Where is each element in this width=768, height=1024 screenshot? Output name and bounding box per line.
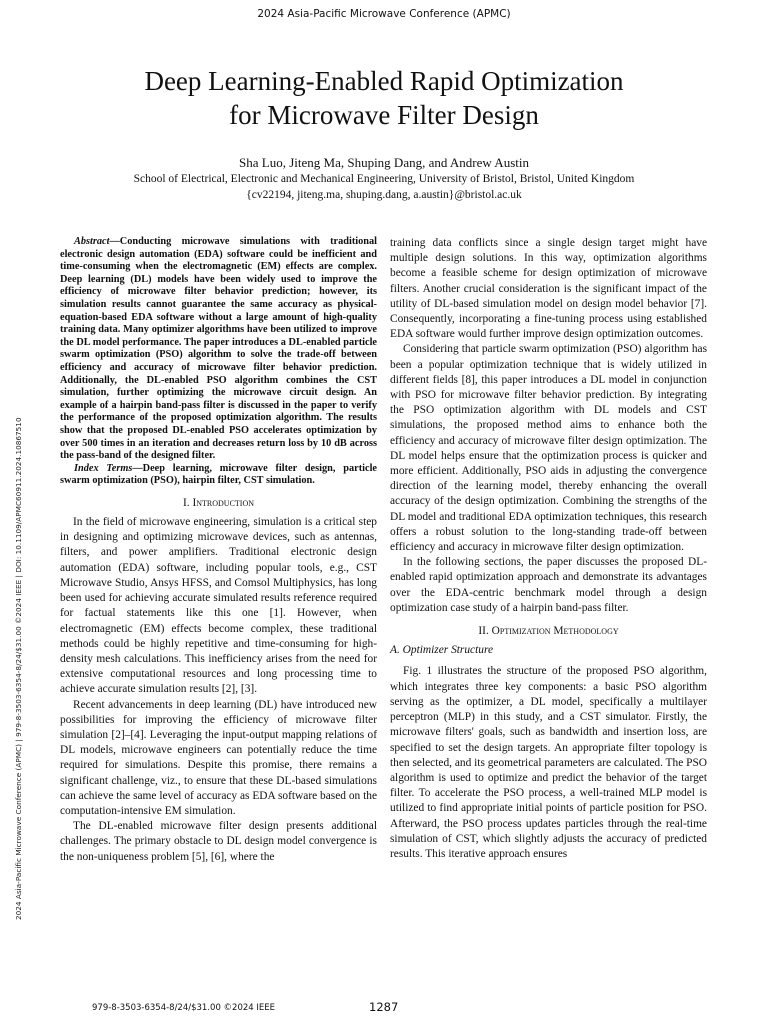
right-column xyxy=(390,236,707,862)
right-paragraph-2: Considering that particle swarm optimization (PSO) algorithm has been a popular optimization technique that is widely utilized in different fields [8], this paper introduces a DL model in conjunction with PSO for microwave filter behavior prediction. By integrating the PSO optimization algorithm with DL models and CST simulations, the proposed method aims to enhance both the efficiency and accuracy of microwave filter design optimization. The DL model helps ensure that the optimization process is quicker and more efficient. Additionally, PSO aids in adjusting the convergence direction of the learning model, thereby enhancing the overall accuracy of the design optimization. Combining the strengths of the DL model and traditional EDA optimization techniques, this research offers a robust solution to the long-standing trade-off between efficiency and accuracy in microwave filter design optimization. xyxy=(390,343,707,554)
paper-title xyxy=(60,64,708,132)
side-doi-text: 2024 Asia-Pacific Microwave Conference (APMC) | 979-8-3503-6354-8/24/$31.00 ©2024 IEEE | DOI: 10.1109/APMC60911.2024.10867510 xyxy=(14,417,23,920)
intro-paragraph-1: In the field of microwave engineering, simulation is a critical step in designing and optimizing microwave devices, such as antennas, filters, and power amplifiers. Traditional electronic design automation (EDA) software, including popular tools, e.g., CST Microwave Studio, Ansys HFSS, and Comsol Multiphysics, has long been used for achieving accurate simulated results reference required for factual statements like this one [1]. However, when electromagnetic (EM) effects become complex, these traditional methods could be highly repetitive and time-consuming for high-density mesh calculations. This inefficiency arises from the need for extensive computational resources and long processing time to achieve accurate simulation results [2], [3]. xyxy=(60,516,377,696)
abstract-lead: Abstract xyxy=(74,236,110,247)
author-emails: {cv22194, jiteng.ma, shuping.dang, a.austin}@bristol.ac.uk xyxy=(246,189,522,201)
section-heading-introduction: I. Introduction xyxy=(182,496,255,509)
section-heading-methodology: II. Optimization Methodology xyxy=(478,625,619,638)
affiliation: School of Electrical, Electronic and Mechanical Engineering, University of Bristol, Bristol, United Kingdom xyxy=(133,173,635,185)
abstract xyxy=(60,236,377,463)
intro-paragraph-3: The DL-enabled microwave filter design presents additional challenges. The primary obstacle to DL design model convergence is the non-uniqueness problem [5], [6], where the xyxy=(60,820,377,863)
index-terms-lead: Index Terms xyxy=(74,462,133,474)
page-number: 1287 xyxy=(369,1000,399,1014)
conference-header: 2024 Asia-Pacific Microwave Conference (APMC) xyxy=(257,8,511,20)
title-line-1: Deep Learning-Enabled Rapid Optimization xyxy=(144,66,624,96)
index-terms xyxy=(60,463,377,488)
index-terms-text: —Deep learning, microwave filter design, particle swarm optimization (PSO), hairpin filter, CST simulation. xyxy=(60,462,377,487)
intro-paragraph-2: Recent advancements in deep learning (DL) have introduced new possibilities for improving the efficiency of microwave filter simulation [2]–[4]. Leveraging the input-output mapping relations of DL models, microwave engineers can potentially reduce the time required for simulations. Despite this promise, there remains a significant challenge, viz., to ensure that these DL-based simulations can achieve the same level of accuracy as EDA software based on the computation-intensive EM simulation. xyxy=(60,698,377,817)
title-line-2: for Microwave Filter Design xyxy=(229,100,539,130)
abstract-text: —Conducting microwave simulations with traditional electronic design automation (EDA) software could be inefficient and time-consuming when the electromagnetic (EM) effects are complex. Deep learning (DL) models have been widely used to improve the efficiency of microwave filter behavior prediction; however, its simulation results cannot guarantee the same accuracy as physical-equation-based EDA software without a large amount of high-quality training data. Many optimizer algorithms have been utilized to improve the DL model performance. The paper introduces a DL-enabled particle swarm optimization (PSO) algorithm to solve the trade-off between efficiency and accuracy of microwave filter behavior prediction. Additionally, the DL-enabled PSO algorithm combines the CST simulation, further optimizing the microwave circuit design. An example of a hairpin band-pass filter is discussed in the paper to verify the performance of the proposed optimization algorithm. The results show that the proposed DL-enabled PSO accelerates optimization by over 500 times in an iteration and decreases return loss by 10 dB across the pass-band of the designed filter. xyxy=(60,236,377,462)
footer-copyright: 979-8-3503-6354-8/24/$31.00 ©2024 IEEE xyxy=(92,1003,276,1013)
method-paragraph-1: Fig. 1 illustrates the structure of the proposed PSO algorithm, which integrates three key components: a basic PSO algorithm serving as the optimizer, a DL model, specifically a multilayer perceptron (MLP) in this study, and a CST simulator. Firstly, the microwave filters' goals, such as bandwidth and insertion loss, are specified to set the design targets. An appropriate filter topology is then selected, and its geometrical parameters are calculated. The PSO algorithm is used to optimize and predict the behavior of the target filter. To accelerate the PSO process, a well-trained MLP model is utilized to find appropriate initial points of particle position for PSO. Afterward, the PSO process updates particles through the real-time simulation of CST, which slightly adjusts the accuracy of predicted results. This iterative approach ensures xyxy=(390,665,708,860)
left-column xyxy=(60,236,377,865)
subsection-heading-optimizer: A. Optimizer Structure xyxy=(390,644,494,657)
right-paragraph-3: In the following sections, the paper discusses the proposed DL-enabled rapid optimization approach and demonstrate its advantages over the EDA-centric benchmark model through a design optimization case study of a hairpin band-pass filter. xyxy=(390,556,707,614)
authors: Sha Luo, Jiteng Ma, Shuping Dang, and Andrew Austin xyxy=(239,155,529,170)
right-paragraph-1: training data conflicts since a single design target might have multiple design solutions. In this way, optimization algorithms become a feasible scheme for design optimization of microwave filters. Another crucial consideration is the significant impact of the utility of DL-based simulation model on design model behavior [7]. Consequently, incorporating a fine-tuning process using established EDA software would further improve design optimization outcomes. xyxy=(390,237,707,341)
